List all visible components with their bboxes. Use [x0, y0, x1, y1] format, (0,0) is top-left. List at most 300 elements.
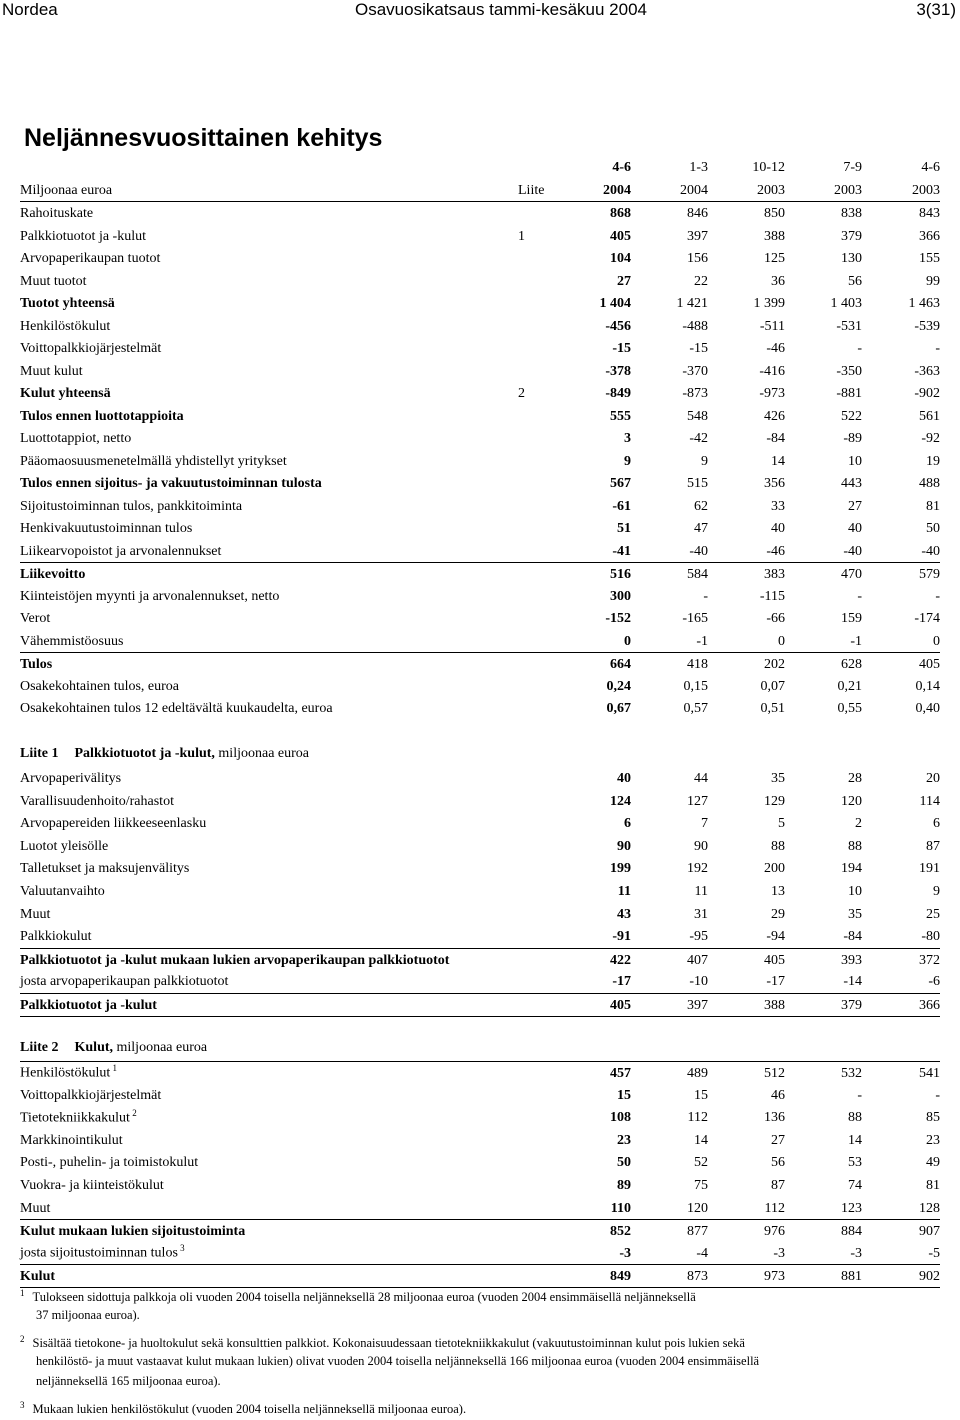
row-label: Liikearvopoistot ja arvonalennukset — [20, 543, 222, 559]
value-cell: 522 — [841, 408, 862, 424]
row-label: Tuotot yhteensä — [20, 296, 115, 311]
value-cell: -80 — [921, 929, 940, 945]
row-label: Arvopaperivälitys — [20, 771, 122, 786]
table-row — [20, 495, 940, 517]
value-cell: 388 — [764, 228, 785, 244]
value-cell: 9 — [933, 884, 940, 899]
footnote-text: henkilöstö- ja muut vastaavat kulut mukaan lukien) olivat vuoden 2004 toisella neljänneksellä 166 miljoonaa euroa (vuoden 2004 ensimmäisellä — [36, 1354, 760, 1368]
value-cell: 6 — [933, 816, 940, 832]
value-cell: 28 — [848, 771, 862, 786]
table-row — [20, 1242, 940, 1264]
value-cell: 199 — [610, 861, 631, 877]
value-cell: - — [857, 588, 862, 604]
row-label: Henkilöstökulut $^1$ — [20, 1063, 117, 1081]
value-cell: 516 — [610, 567, 631, 582]
value-cell: 902 — [919, 1269, 940, 1285]
value-cell: 1 399 — [753, 296, 785, 311]
value-cell: 35 — [771, 771, 785, 786]
value-cell: 27 — [848, 498, 862, 514]
table-row — [20, 1061, 940, 1084]
value-cell: 850 — [764, 206, 785, 221]
value-cell: 202 — [764, 657, 785, 672]
value-cell: -849 — [605, 386, 631, 401]
table-row — [20, 382, 940, 404]
appendix-heading-rest: miljoonaa euroa — [113, 1040, 208, 1055]
value-cell: 379 — [841, 228, 862, 244]
table-row — [20, 292, 940, 314]
value-cell: 53 — [848, 1155, 862, 1171]
footnote-line — [20, 1334, 745, 1351]
value-cell: 0,24 — [606, 678, 631, 694]
value-cell: 156 — [687, 251, 708, 266]
table-row — [20, 247, 940, 269]
value-cell: 44 — [694, 771, 708, 786]
row-label: Kiinteistöjen myynti ja arvonalennukset, netto — [20, 588, 280, 604]
value-cell: 561 — [919, 408, 940, 424]
row-label: Osakekohtainen tulos, euroa — [20, 678, 180, 694]
value-cell: 1 463 — [908, 296, 940, 311]
footnote-line — [20, 1400, 466, 1417]
value-cell: 628 — [841, 657, 862, 672]
value-cell: 130 — [841, 251, 862, 266]
value-cell: -1 — [696, 633, 708, 649]
value-cell: 155 — [919, 251, 940, 266]
value-cell: 555 — [610, 408, 631, 424]
table-row — [20, 270, 940, 292]
value-cell: 200 — [764, 861, 785, 877]
value-cell: 976 — [764, 1224, 785, 1240]
value-cell: 873 — [687, 1269, 708, 1285]
value-cell: 81 — [926, 498, 940, 514]
value-cell: 1 403 — [830, 296, 862, 311]
table-row — [20, 1197, 940, 1219]
table-row — [20, 1106, 940, 1128]
value-cell: 2003 — [757, 183, 785, 198]
page-header — [0, 0, 960, 22]
value-cell: 407 — [687, 952, 708, 968]
value-cell: 0,07 — [760, 678, 785, 694]
value-cell: 46 — [771, 1087, 785, 1103]
value-cell: -539 — [914, 318, 940, 334]
row-label: Tietotekniikkakulut $^2$ — [20, 1107, 137, 1126]
row-label: Miljoonaa euroa — [20, 183, 113, 198]
value-cell: 22 — [694, 273, 708, 289]
value-cell: 19 — [926, 453, 940, 469]
value-cell: 664 — [610, 657, 631, 672]
appendix-heading-bold: Kulut, — [74, 1040, 114, 1055]
value-cell: -370 — [682, 363, 708, 379]
value-cell: 10 — [848, 453, 862, 469]
value-cell: -152 — [605, 611, 631, 626]
row-label: Vuokra- ja kiinteistökulut — [20, 1178, 164, 1193]
value-cell: 27 — [771, 1132, 785, 1148]
value-cell: -40 — [921, 543, 940, 559]
value-cell: 0,14 — [915, 678, 940, 694]
row-label: Varallisuudenhoito/rahastot — [20, 793, 174, 809]
table-row — [20, 450, 940, 472]
value-cell: 192 — [687, 861, 708, 877]
value-cell: 0,21 — [837, 678, 862, 694]
footnote-number: 2 — [20, 1334, 25, 1344]
value-cell: 443 — [841, 476, 862, 491]
value-cell: 0,57 — [683, 701, 708, 716]
value-cell: -15 — [612, 341, 631, 356]
value-cell: 40 — [771, 521, 785, 536]
footnote-line — [36, 1354, 759, 1369]
value-cell: 0 — [933, 633, 940, 649]
row-label: Markkinointikulut — [20, 1132, 123, 1148]
value-cell: -973 — [759, 386, 785, 401]
value-cell: 23 — [617, 1132, 631, 1148]
value-cell: 110 — [610, 1200, 631, 1216]
value-cell: -14 — [843, 974, 862, 990]
value-cell: 81 — [926, 1178, 940, 1193]
table-row — [20, 360, 940, 382]
value-cell: 88 — [848, 1110, 862, 1126]
value-cell: 33 — [771, 498, 785, 514]
value-cell: 62 — [694, 498, 708, 514]
value-cell: 884 — [841, 1224, 862, 1240]
year-header-row — [20, 179, 940, 202]
value-cell: 9 — [701, 453, 708, 469]
value-cell: -531 — [836, 318, 862, 334]
value-cell: 50 — [617, 1155, 631, 1171]
row-label: Henkilöstökulut — [20, 318, 111, 334]
value-cell: 5 — [778, 816, 785, 832]
value-cell: 124 — [610, 793, 631, 809]
value-cell: 14 — [771, 453, 785, 469]
value-cell: 99 — [926, 273, 940, 289]
value-cell: 397 — [687, 998, 708, 1013]
value-cell: -84 — [766, 431, 785, 446]
value-cell: 29 — [771, 906, 785, 922]
value-cell: 7 — [701, 816, 708, 832]
value-cell: -363 — [914, 363, 940, 379]
value-cell: - — [935, 341, 940, 356]
value-cell: 90 — [694, 838, 708, 854]
table-row — [20, 812, 940, 834]
value-cell: -873 — [682, 386, 708, 401]
value-cell: 129 — [764, 793, 785, 809]
value-cell: 489 — [687, 1066, 708, 1081]
table-row — [20, 315, 940, 337]
value-cell: 470 — [841, 567, 862, 582]
value-cell: 584 — [687, 567, 708, 582]
value-cell: -17 — [766, 974, 785, 990]
value-cell: 852 — [610, 1224, 631, 1240]
row-label: Tulos ennen sijoitus- ja vakuutustoiminnan tulosta — [20, 476, 322, 491]
table-row — [20, 585, 940, 607]
value-cell: -881 — [836, 386, 862, 401]
value-cell: 379 — [841, 998, 862, 1013]
value-cell: -91 — [612, 929, 631, 945]
value-cell: 15 — [694, 1087, 708, 1103]
value-cell: -94 — [766, 929, 785, 945]
value-cell: -6 — [928, 974, 940, 990]
value-cell: 88 — [848, 838, 862, 854]
value-cell: 405 — [610, 228, 631, 244]
value-cell: -15 — [689, 341, 708, 356]
value-cell: -61 — [612, 498, 631, 514]
value-cell: 40 — [617, 771, 631, 786]
value-cell: 88 — [771, 838, 785, 854]
row-label: Tulos — [20, 657, 53, 672]
value-cell: 87 — [926, 838, 940, 854]
value-cell: 191 — [919, 861, 940, 877]
table-row — [20, 880, 940, 902]
note-ref: 2 — [518, 386, 525, 401]
value-cell: 532 — [841, 1066, 862, 1081]
value-cell: 2003 — [834, 183, 862, 198]
value-cell: 14 — [694, 1132, 708, 1148]
value-cell: -92 — [921, 431, 940, 446]
table-row — [20, 1174, 940, 1196]
company-name: Nordea — [2, 0, 58, 19]
table-row — [20, 970, 940, 992]
value-cell: 56 — [848, 273, 862, 289]
value-cell: -3 — [850, 1245, 862, 1261]
value-cell: 973 — [764, 1269, 785, 1285]
row-label: Posti-, puhelin- ja toimistokulut — [20, 1155, 199, 1171]
value-cell: 838 — [841, 206, 862, 221]
value-cell: 40 — [848, 521, 862, 536]
value-cell: - — [703, 588, 708, 604]
value-cell: -488 — [682, 318, 708, 334]
value-cell: 383 — [764, 567, 785, 582]
value-cell: - — [935, 1087, 940, 1103]
value-cell: 366 — [919, 998, 940, 1013]
value-cell: 90 — [617, 838, 631, 854]
table-row — [20, 472, 940, 494]
appendix-1-heading — [20, 746, 309, 762]
row-label: Sijoitustoiminnan tulos, pankkitoiminta — [20, 498, 243, 514]
value-cell: 418 — [687, 657, 708, 672]
value-cell: 1-3 — [689, 160, 708, 175]
footnote-text: Mukaan lukien henkilöstökulut (vuoden 2004 toisella neljänneksellä miljoonaa euroa). — [32, 1402, 467, 1417]
value-cell: 868 — [610, 206, 631, 221]
page-number: 3(31) — [916, 0, 956, 19]
value-cell: 10-12 — [752, 160, 785, 175]
value-cell: 2 — [855, 816, 862, 832]
value-cell: 36 — [771, 273, 785, 289]
footnote-number: 1 — [20, 1288, 25, 1298]
value-cell: -95 — [689, 929, 708, 945]
footnote-ref: 1 — [110, 1063, 117, 1074]
value-cell: 397 — [687, 228, 708, 244]
row-label: Arvopaperikaupan tuotot — [20, 251, 161, 266]
value-cell: 108 — [610, 1110, 631, 1126]
value-cell: -165 — [682, 611, 708, 626]
value-cell: 1 404 — [599, 296, 631, 311]
table-row — [20, 1151, 940, 1173]
value-cell: 488 — [919, 476, 940, 491]
value-cell: 25 — [926, 906, 940, 922]
value-cell: 127 — [687, 793, 708, 809]
row-label: Arvopapereiden liikkeeseenlasku — [20, 816, 207, 832]
note-ref: Liite — [518, 183, 545, 198]
value-cell: 13 — [771, 884, 785, 899]
value-cell: -416 — [759, 363, 785, 379]
value-cell: -42 — [689, 431, 708, 446]
footnote-ref: 3 — [177, 1243, 185, 1254]
row-label: Kulut — [20, 1269, 56, 1285]
appendix-tag: Liite 1 — [20, 746, 59, 761]
table-row — [20, 562, 940, 585]
row-label: Luottotappiot, netto — [20, 431, 132, 446]
row-label: Vähemmistöosuus — [20, 633, 124, 649]
value-cell: 104 — [610, 251, 631, 266]
table-row — [20, 225, 940, 247]
value-cell: 112 — [764, 1200, 785, 1216]
table-row — [20, 630, 940, 652]
row-label: Muut — [20, 906, 51, 922]
value-cell: 0,15 — [683, 678, 708, 694]
footnote-number: 3 — [20, 1400, 25, 1410]
row-label: Liikevoitto — [20, 567, 86, 582]
value-cell: 7-9 — [843, 160, 862, 175]
table-row — [20, 925, 940, 947]
table-row — [20, 675, 940, 697]
value-cell: 9 — [624, 453, 631, 469]
row-label: Henkivakuutustoiminnan tulos — [20, 521, 193, 536]
value-cell: 4-6 — [612, 160, 631, 175]
value-cell: 112 — [687, 1110, 708, 1126]
footnote-line — [36, 1308, 140, 1323]
row-label: Palkkiotuotot ja -kulut mukaan lukien arvopaperikaupan palkkiotuotot — [20, 952, 450, 968]
value-cell: 849 — [610, 1269, 631, 1285]
value-cell: - — [857, 341, 862, 356]
value-cell: -4 — [696, 1245, 708, 1261]
value-cell: -46 — [766, 543, 785, 559]
table-row — [20, 790, 940, 812]
value-cell: 136 — [764, 1110, 785, 1126]
value-cell: 515 — [687, 476, 708, 491]
value-cell: 405 — [919, 657, 940, 672]
table-row — [20, 540, 940, 562]
value-cell: 372 — [919, 952, 940, 968]
value-cell: 907 — [919, 1224, 940, 1240]
row-label: Talletukset ja maksujenvälitys — [20, 861, 190, 877]
table-row — [20, 202, 940, 224]
appendix-heading-rest: miljoonaa euroa — [214, 746, 309, 761]
table-row — [20, 993, 940, 1017]
value-cell: 300 — [610, 588, 631, 604]
table-row — [20, 767, 940, 789]
value-cell: -3 — [619, 1245, 631, 1261]
footnote-text: Tulokseen sidottuja palkkoja oli vuoden 2004 toisella neljänneksellä 28 miljoonaa euroa (vuoden 2004 ensimmäisellä neljänneksellä — [32, 1290, 696, 1305]
table-row — [20, 857, 940, 879]
value-cell: 47 — [694, 521, 708, 536]
value-cell: 426 — [764, 408, 785, 424]
row-label: Muut kulut — [20, 363, 83, 379]
row-label: josta sijoitustoiminnan tulos $^3$ — [20, 1243, 185, 1261]
value-cell: -66 — [766, 611, 785, 626]
value-cell: 49 — [926, 1155, 940, 1171]
table-row — [20, 652, 940, 675]
value-cell: 0,40 — [915, 701, 940, 716]
footnote-text: 37 miljoonaa euroa). — [36, 1308, 140, 1322]
value-cell: 114 — [919, 793, 940, 809]
value-cell: 0,67 — [606, 701, 631, 716]
table-row — [20, 337, 940, 359]
value-cell: 579 — [919, 567, 940, 582]
row-label: josta arvopaperikaupan palkkiotuotot — [20, 974, 229, 990]
value-cell: 51 — [617, 521, 631, 536]
value-cell: 75 — [694, 1178, 708, 1193]
table-row — [20, 1129, 940, 1151]
value-cell: 422 — [610, 952, 631, 968]
value-cell: 15 — [617, 1087, 631, 1103]
table-row — [20, 427, 940, 449]
value-cell: 0 — [778, 633, 785, 649]
value-cell: 14 — [848, 1132, 862, 1148]
value-cell: 567 — [610, 476, 631, 491]
value-cell: 3 — [624, 431, 631, 446]
value-cell: 23 — [926, 1132, 940, 1148]
value-cell: 405 — [764, 952, 785, 968]
value-cell: 194 — [841, 861, 862, 877]
value-cell: 52 — [694, 1155, 708, 1171]
value-cell: 388 — [764, 998, 785, 1013]
footnote-ref: 2 — [129, 1107, 137, 1118]
value-cell: 2004 — [603, 183, 631, 198]
value-cell: 881 — [841, 1269, 862, 1285]
value-cell: -5 — [928, 1245, 940, 1261]
table-row — [20, 1264, 940, 1288]
row-label: Rahoituskate — [20, 206, 94, 221]
value-cell: 31 — [694, 906, 708, 922]
row-label: Muut — [20, 1200, 51, 1216]
table-row — [20, 1084, 940, 1106]
value-cell: 159 — [841, 611, 862, 626]
value-cell: -902 — [914, 386, 940, 401]
value-cell: 50 — [926, 521, 940, 536]
value-cell: -40 — [689, 543, 708, 559]
row-label: Palkkiotuotot ja -kulut — [20, 228, 146, 244]
appendix-tag: Liite 2 — [20, 1040, 59, 1055]
table-row — [20, 607, 940, 629]
value-cell: 35 — [848, 906, 862, 922]
footnote-text: neljänneksellä 165 miljoonaa euroa). — [36, 1374, 221, 1388]
value-cell: -89 — [843, 431, 862, 446]
footnote-text: Sisältää tietokone- ja huoltokulut sekä konsulttien palkkiot. Kokonaisuudessaan tietotekniikkakulut (vakuutustoiminnan kulut pois lukien sekä — [32, 1336, 745, 1351]
page-title: Neljännesvuosittainen kehitys — [24, 124, 383, 152]
value-cell: -41 — [612, 543, 631, 559]
row-label: Pääomaosuusmenetelmällä yhdistellyt yritykset — [20, 453, 287, 469]
value-cell: -84 — [843, 929, 862, 945]
value-cell: 120 — [687, 1200, 708, 1216]
value-cell: 43 — [617, 906, 631, 922]
row-label: Osakekohtainen tulos 12 edeltävältä kuukaudelta, euroa — [20, 701, 333, 716]
table-row — [20, 835, 940, 857]
value-cell: 393 — [841, 952, 862, 968]
report-title: Osavuosikatsaus tammi-kesäkuu 2004 — [355, 0, 647, 19]
row-label: Luotot yleisölle — [20, 838, 109, 854]
value-cell: 87 — [771, 1178, 785, 1193]
value-cell: 11 — [617, 884, 631, 899]
row-label: Tulos ennen luottotappioita — [20, 408, 184, 424]
value-cell: -10 — [689, 974, 708, 990]
row-label: Palkkiokulut — [20, 929, 92, 945]
value-cell: 56 — [771, 1155, 785, 1171]
value-cell: 366 — [919, 228, 940, 244]
value-cell: 356 — [764, 476, 785, 491]
value-cell: -3 — [773, 1245, 785, 1261]
value-cell: -378 — [605, 363, 631, 379]
value-cell: 20 — [926, 771, 940, 786]
value-cell: 125 — [764, 251, 785, 266]
value-cell: 10 — [848, 884, 862, 899]
